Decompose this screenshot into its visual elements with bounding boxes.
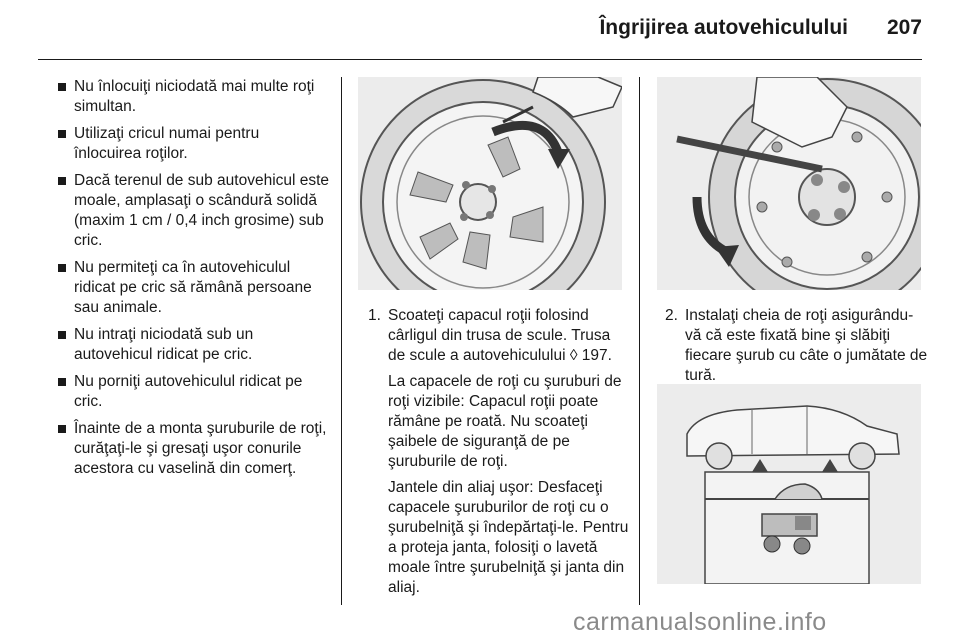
safety-bullet: Nu porniţi autovehiculul ridicat pe cric. [58, 372, 330, 412]
column-divider-left [341, 77, 342, 605]
safety-bullet: Nu înlocuiţi niciodată mai multe roţi simultan. [58, 77, 330, 117]
step-2-number: 2. [665, 307, 678, 324]
step-1-visible-bolts-note: La capacele de roţi cu şuruburi de roţi vizibile: Capacul roţii poate rămâne pe roată. Nu scoateţi şaibele de siguranţă de pe şuruburile de roţi. [388, 373, 622, 470]
safety-bullet: Nu permiteţi ca în autovehiculul ridicat pe cric să rămână persoane sau animale. [58, 258, 330, 318]
step-1-instruction [368, 306, 630, 366]
step-2 [665, 306, 929, 386]
watermark: carmanualsonline.info [573, 608, 827, 636]
header-rule [38, 59, 922, 60]
safety-bullet: Înainte de a monta şuruburile de roţi, curăţaţi-le şi gresaţi uşor conurile acestora cu vaselină din comerţ. [58, 419, 330, 479]
page-number: 207 [886, 16, 922, 39]
step-2-instruction [665, 306, 929, 386]
step-1-number: 1. [368, 307, 381, 324]
step-1 [368, 306, 630, 598]
step-1-alloy-wheels-note: Jantele din aliaj uşor: Desfaceţi capacele şuruburilor de roţi cu o şurubelniţă şi îndepărtaţi-le. Pentru a proteja janta, folosiţi o lavetă moale între şurubelniţă şi janta din aliaj. [388, 479, 629, 596]
safety-bullet: Dacă terenul de sub autovehicul este moale, amplasaţi o scândură solidă (maxim 1 cm / 0,4 inch grosime) sub cric. [58, 171, 330, 251]
safety-notes-column [58, 77, 330, 486]
hubcap-removal-illustration [358, 77, 622, 290]
hubcap-removal-drawing [358, 77, 622, 290]
step-1-text: Scoateţi capacul roţii folosind cârligul din trusa de scule. Trusa de scule a autovehiculului ◊ 197. [388, 307, 612, 364]
safety-bullet: Utilizaţi cricul numai pentru înlocuirea roţilor. [58, 124, 330, 164]
safety-bullet-list [58, 77, 330, 479]
page-header [0, 0, 960, 60]
wheel-wrench-drawing [657, 77, 921, 290]
safety-bullet: Nu intraţi niciodată sub un autovehicul ridicat pe cric. [58, 325, 330, 365]
header-title: Îngrijirea autovehiculului [599, 16, 848, 39]
jack-points-drawing [657, 384, 921, 584]
column-divider-right [639, 77, 640, 605]
wheel-wrench-illustration [657, 77, 921, 290]
step-2-text: Instalaţi cheia de roţi asigurându-vă că este fixată bine şi slăbiţi fiecare şurub cu câte o jumătate de tură. [685, 307, 928, 384]
jack-points-illustration [657, 384, 921, 584]
